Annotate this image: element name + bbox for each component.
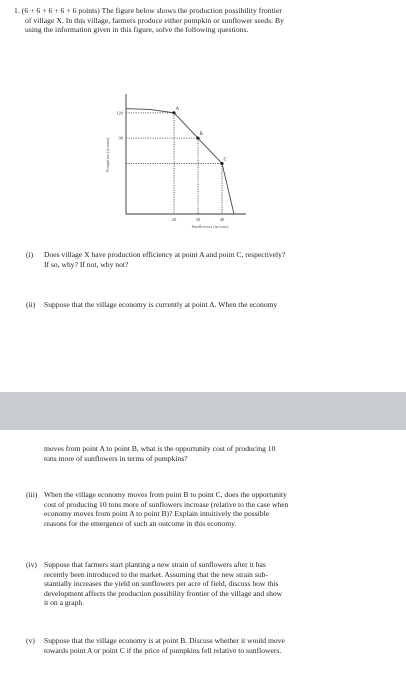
- item-line: tons more of sunflowers in terms of pumpkins?: [44, 453, 188, 463]
- item-ii-continued: [44, 444, 394, 463]
- question-intro: [14, 6, 392, 35]
- x-tick-label: 20: [171, 217, 177, 222]
- item-number: (i): [26, 250, 34, 259]
- item-line: cost of producing 10 tons more of sunflowers increase (relative to the case when: [44, 499, 289, 509]
- y-tick-label: 90: [118, 135, 123, 141]
- x-tick-label: 40: [219, 217, 225, 222]
- point-label: A: [175, 106, 180, 112]
- page-break: [0, 392, 406, 430]
- item-line: economy moves from point A to point B)? Explain intuitively the possible: [44, 509, 270, 519]
- item-line: stantially increases the yield on sunflowers per acre of field, discuss how this: [44, 579, 279, 589]
- y-axis-label: Pumpkins (in tons): [105, 137, 110, 173]
- item-number: (iii): [26, 490, 38, 499]
- point-label: C: [223, 157, 227, 163]
- item-line: When the village economy moves from point B to point C, does the opportunity: [44, 490, 287, 499]
- item-line: development affects the production possibility frontier of the village and show: [44, 588, 283, 598]
- item-line: it on a graph.: [44, 598, 85, 608]
- item-line: Does village X have production efficiency at point A and point C, respectively?: [44, 250, 286, 259]
- item-line: reasons for the emergence of such an outcome in this economy.: [44, 518, 237, 528]
- item-line: Suppose that farmers start planting a new strain of sunflowers after it has: [44, 560, 266, 569]
- question-line: of village X. In this village, farmers produce either pumpkin or sunflower seeds. By: [25, 15, 284, 25]
- item-line: moves from point A to point B, what is the opportunity cost of producing 10: [44, 444, 276, 453]
- x-tick-label: 30: [195, 217, 201, 222]
- ppf-chart: [96, 88, 266, 238]
- item-number: (iv): [26, 560, 37, 569]
- page-2: [0, 430, 406, 700]
- y-tick-label: 120: [116, 110, 123, 116]
- ppf-curve: [126, 106, 234, 214]
- item-line: recently been introduced to the market. Assuming that the new strain sub-: [44, 569, 268, 579]
- item-line: Suppose that the village economy is currently at point A. When the economy: [44, 300, 278, 309]
- item-number: (v): [26, 636, 35, 645]
- point-label: B: [199, 132, 203, 138]
- item-number: (ii): [26, 300, 36, 309]
- item-line: towards point A or point C if the price of pumpkins fell relative to sunflowers.: [44, 645, 282, 655]
- question-line: 1. (6 + 6 + 6 + 6 + 6 points) The figure below shows the production possibility frontier: [14, 6, 282, 15]
- item-line: Suppose that the village economy is at point B. Discuss whether it would move: [44, 636, 285, 645]
- question-line: using the information given in this figure, solve the following questions.: [25, 25, 249, 35]
- x-axis-label: Sunflowers (in tons): [191, 224, 229, 229]
- item-line: If so, why? If not, why not?: [44, 259, 129, 269]
